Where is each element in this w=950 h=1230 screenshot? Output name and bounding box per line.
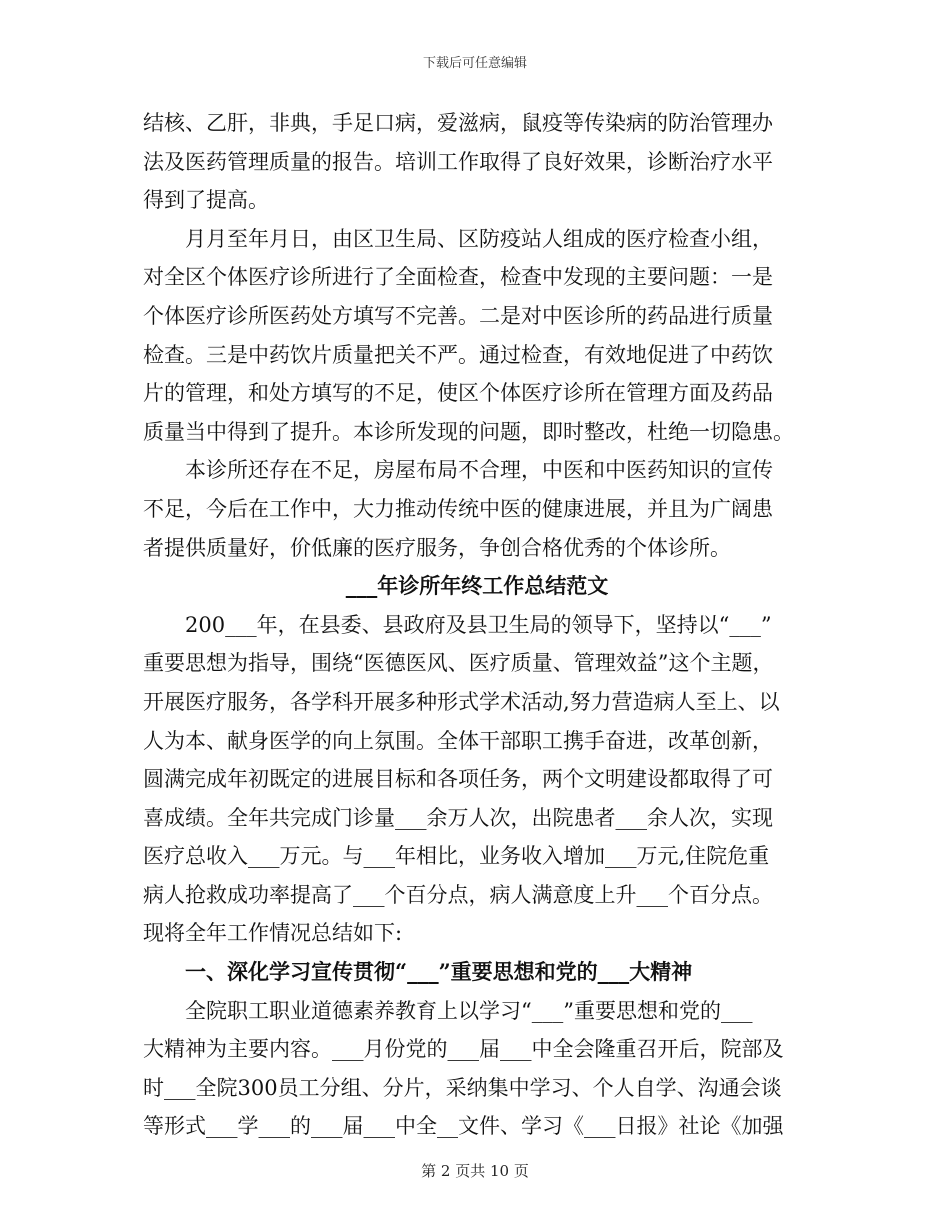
text-line: 医疗总收入___万元。与___年相比，业务收入增加___万元,住院危重 xyxy=(143,844,770,869)
text-line: 重要思想为指导，围绕“医德医风、医疗质量、管理效益”这个主题， xyxy=(143,651,774,676)
text-line: 得到了提高。 xyxy=(143,188,269,213)
text-line: 质量当中得到了提升。本诊所发现的问题，即时整改，杜绝一切隐患。 xyxy=(143,419,794,444)
text-line: 对全区个体医疗诊所进行了全面检查，检查中发现的主要问题：一是 xyxy=(143,265,773,290)
subsection-heading: 一、深化学习宣传贯彻“___”重要思想和党的___大精神 xyxy=(185,959,693,985)
paragraph-first-line: 全院职工职业道德素养教育上以学习“___”重要思想和党的___ xyxy=(185,998,753,1023)
page-header: 下载后可任意编辑 xyxy=(422,56,527,71)
text-line: 者提供质量好，价低廉的医疗服务，争创合格优秀的个体诊所。 xyxy=(143,535,731,560)
text-line: 等形式___学___的___届___中全__文件、学习《___日报》社论《加强 xyxy=(143,1114,784,1139)
page-number-footer: 第 2 页共 10 页 xyxy=(421,1162,529,1180)
document-body xyxy=(143,104,811,1146)
text-line: 大精神为主要内容。___月份党的___届___中全会隆重召开后，院部及 xyxy=(143,1037,784,1062)
text-line: 人为本、献身医学的向上氛围。全体干部职工携手奋进，改革创新， xyxy=(143,728,773,753)
paragraph-first-line: 月月至年月日，由区卫生局、区防疫站人组成的医疗检查小组， xyxy=(185,226,773,251)
text-line: 现将全年工作情况总结如下: xyxy=(143,921,403,946)
text-line: 病人抢救成功率提高了___个百分点，病人满意度上升___个百分点。 xyxy=(143,882,773,907)
text-line: 法及医药管理质量的报告。培训工作取得了良好效果，诊断治疗水平 xyxy=(143,149,773,174)
text-line: 圆满完成年初既定的进展目标和各项任务，两个文明建设都取得了可 xyxy=(143,767,773,792)
text-line: 片的管理，和处方填写的不足，使区个体医疗诊所在管理方面及药品 xyxy=(143,381,773,406)
section-title: ___年诊所年终工作总结范文 xyxy=(345,573,609,599)
text-line: 个体医疗诊所医药处方填写不完善。二是对中医诊所的药品进行质量 xyxy=(143,303,773,328)
text-line: 喜成绩。全年共完成门诊量___余万人次，出院患者___余人次，实现 xyxy=(143,805,773,830)
text-line: 检查。三是中药饮片质量把关不严。通过检查，有效地促进了中药饮 xyxy=(143,342,773,367)
text-line: 不足，今后在工作中，大力推动传统中医的健康进展，并且为广阔患 xyxy=(143,496,773,521)
paragraph-first-line: 本诊所还存在不足，房屋布局不合理，中医和中医药知识的宣传 xyxy=(185,458,773,483)
text-line: 结核、乙肝，非典，手足口病，爱滋病，鼠疫等传染病的防治管理办 xyxy=(143,111,773,135)
text-line: 开展医疗服务，各学科开展多种形式学术活动,努力营造病人至上、以 xyxy=(143,689,780,714)
paragraph-first-line: 200___年，在县委、县政府及县卫生局的领导下，坚持以“___” xyxy=(185,612,772,637)
text-line: 时___全院300员工分组、分片，采纳集中学习、个人自学、沟通会谈 xyxy=(143,1075,782,1100)
